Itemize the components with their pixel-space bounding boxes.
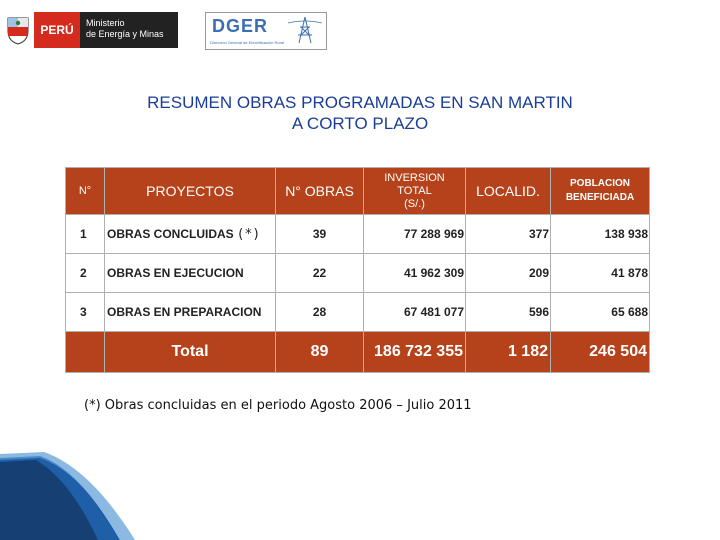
peru-ministerio-logo	[2, 12, 178, 48]
header-poblacion	[551, 168, 650, 215]
header-inversion-line-3: (S/.)	[404, 197, 425, 210]
total-obras: 89	[276, 332, 364, 373]
row-obras: 39	[276, 215, 364, 254]
row-poblacion: 65 688	[551, 293, 650, 332]
row-poblacion: 41 878	[551, 254, 650, 293]
table-row	[66, 215, 650, 254]
table-header-row	[66, 168, 650, 215]
decorative-swoosh	[0, 450, 720, 540]
ministerio-line-2: de Energía y Minas	[86, 29, 164, 39]
total-localid: 1 182	[466, 332, 551, 373]
header-inversion-line-2: TOTAL	[397, 184, 432, 197]
total-poblacion: 246 504	[551, 332, 650, 373]
row-localid: 209	[466, 254, 551, 293]
total-inversion: 186 732 355	[364, 332, 466, 373]
row-proyecto: OBRAS EN EJECUCION	[105, 254, 276, 293]
row-inversion: 41 962 309	[364, 254, 466, 293]
header-n-obras: N° OBRAS	[276, 168, 364, 215]
row-localid: 596	[466, 293, 551, 332]
row-proyecto-label: OBRAS CONCLUIDAS	[107, 226, 234, 241]
dger-label: DGER	[212, 16, 269, 36]
header-inversion	[364, 168, 466, 215]
row-proyecto	[105, 215, 276, 254]
dger-logo	[205, 12, 327, 50]
row-obras: 28	[276, 293, 364, 332]
title-line-1: RESUMEN OBRAS PROGRAMADAS EN SAN MARTIN	[147, 93, 573, 112]
title-line-2: A CORTO PLAZO	[291, 114, 429, 133]
dger-subtitle: Dirección General de Electrificación Rural	[210, 40, 285, 45]
header-poblacion-line-2: BENEFICIADA	[565, 192, 635, 203]
header-poblacion-line-1: POBLACION	[570, 178, 630, 189]
page-title	[0, 92, 720, 134]
coat-of-arms-icon	[2, 12, 34, 48]
power-tower-icon	[288, 15, 322, 45]
peru-label: PERÚ	[34, 12, 80, 48]
row-num: 1	[66, 215, 105, 254]
header-num: N°	[66, 168, 105, 215]
footnote-mark: (*)	[236, 226, 261, 242]
row-inversion: 77 288 969	[364, 215, 466, 254]
total-empty-cell	[66, 332, 105, 373]
row-num: 3	[66, 293, 105, 332]
row-proyecto: OBRAS EN PREPARACION	[105, 293, 276, 332]
row-inversion: 67 481 077	[364, 293, 466, 332]
total-row	[66, 332, 650, 373]
header-localid: LOCALID.	[466, 168, 551, 215]
footnote: (*) Obras concluidas en el periodo Agosto 2006 – Julio 2011	[84, 398, 472, 413]
total-label: Total	[105, 332, 276, 373]
ministerio-label	[80, 12, 178, 48]
row-obras: 22	[276, 254, 364, 293]
header-inversion-line-1: INVERSION	[384, 171, 445, 184]
header-logos	[0, 0, 330, 52]
row-num: 2	[66, 254, 105, 293]
summary-table	[65, 167, 650, 373]
table-row	[66, 293, 650, 332]
header-proyectos: PROYECTOS	[105, 168, 276, 215]
table-row	[66, 254, 650, 293]
row-localid: 377	[466, 215, 551, 254]
ministerio-line-1: Ministerio	[86, 18, 125, 28]
row-poblacion: 138 938	[551, 215, 650, 254]
